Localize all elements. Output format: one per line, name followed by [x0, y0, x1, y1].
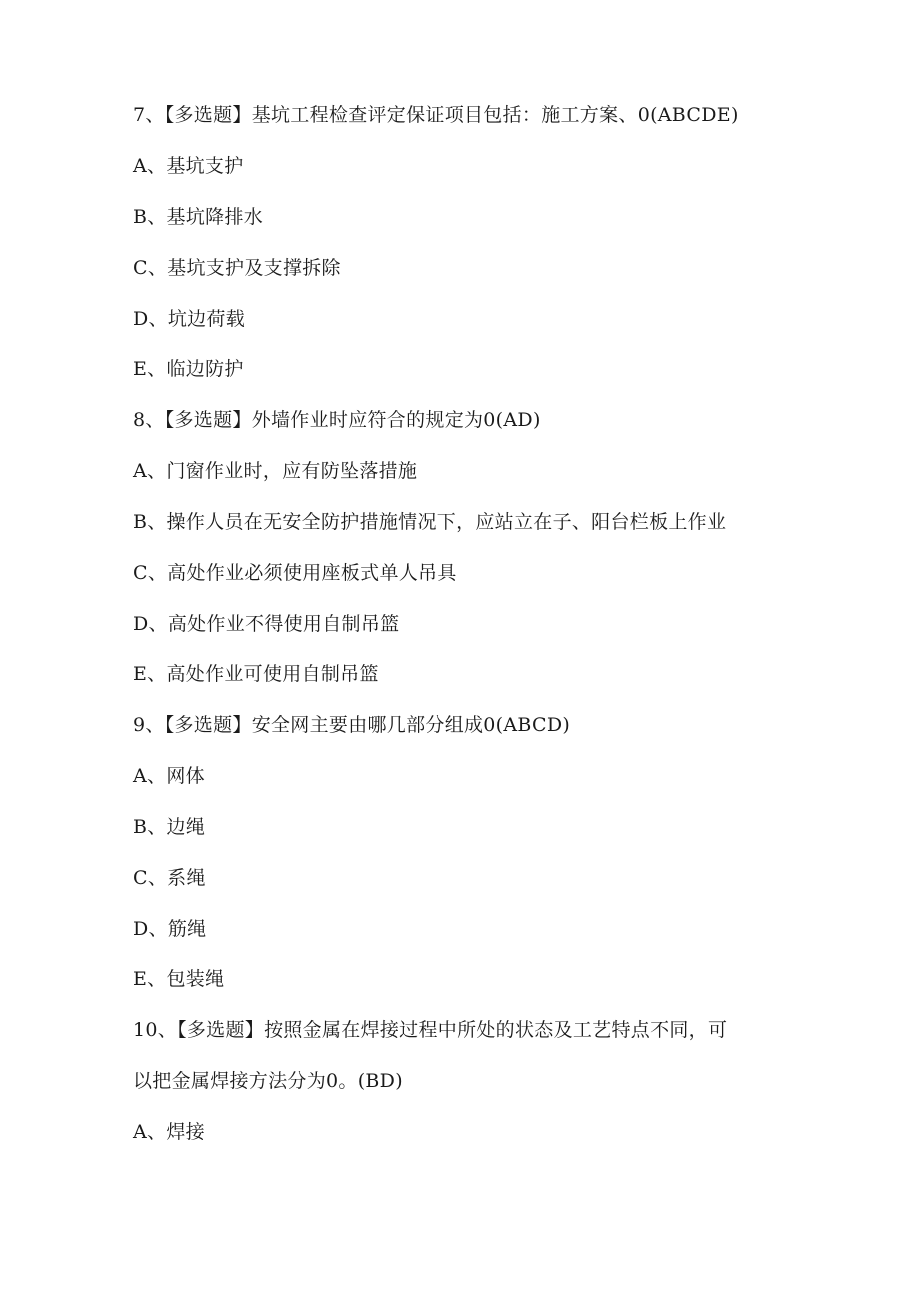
question-8-option-e: E、高处作业可使用自制吊篮	[133, 663, 379, 685]
question-8-option-b: B、操作人员在无安全防护措施情况下，应站立在子、阳台栏板上作业	[133, 511, 727, 533]
question-8-option-c: C、高处作业必须使用座板式单人吊具	[133, 562, 457, 584]
question-8-option-d: D、高处作业不得使用自制吊篮	[133, 613, 400, 635]
question-9-stem: 9、【多选题】安全网主要由哪几部分组成0(ABCD)	[133, 714, 571, 736]
question-7-option-d: D、坑边荷载	[133, 308, 246, 330]
question-7-option-c: C、基坑支护及支撑拆除	[133, 257, 341, 279]
question-7-option-e: E、临边防护	[133, 358, 244, 380]
question-9-option-a: A、网体	[133, 765, 205, 787]
question-9-option-e: E、包装绳	[133, 968, 225, 990]
question-10-option-a: A、焊接	[133, 1121, 205, 1143]
question-9-option-c: C、系绳	[133, 867, 206, 889]
question-10-stem-line2: 以把金属焊接方法分为0。(BD)	[133, 1070, 403, 1092]
question-7-option-b: B、基坑降排水	[133, 206, 264, 228]
question-9-option-b: B、边绳	[133, 816, 206, 838]
question-7-stem: 7、【多选题】基坑工程检查评定保证项目包括：施工方案、0(ABCDE)	[133, 104, 739, 126]
question-8-option-a: A、门窗作业时，应有防坠落措施	[133, 460, 418, 482]
question-9-option-d: D、筋绳	[133, 918, 207, 940]
question-7-option-a: A、基坑支护	[133, 155, 244, 177]
question-10-stem-line1: 10、【多选题】按照金属在焊接过程中所处的状态及工艺特点不同，可	[133, 1019, 728, 1041]
question-8-stem: 8、【多选题】外墙作业时应符合的规定为0(AD)	[133, 409, 541, 431]
